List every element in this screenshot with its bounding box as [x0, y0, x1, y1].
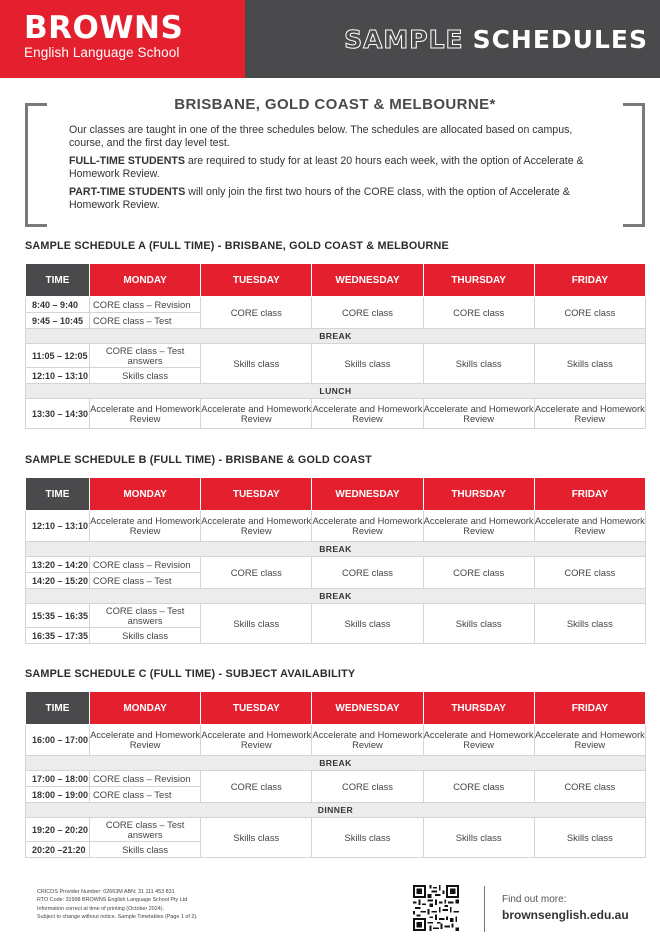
class-cell: CORE class: [423, 297, 534, 329]
class-cell: CORE class – Test answers: [90, 818, 201, 842]
class-cell: Accelerate and Homework Review: [312, 399, 423, 429]
column-header-time: TIME: [26, 264, 90, 297]
class-cell: Skills class: [312, 818, 423, 858]
website-link[interactable]: brownsenglish.edu.au: [502, 908, 629, 922]
intro-paragraph: Our classes are taught in one of the three schedules below. The schedules are allocated based on campus, course, and the first day level test.: [69, 124, 573, 149]
time-cell: 13:20 – 14:20: [26, 557, 90, 573]
class-cell: Accelerate and Homework Review: [312, 725, 423, 756]
column-header-thursday: THURSDAY: [423, 264, 534, 297]
class-cell: CORE class: [312, 771, 423, 803]
class-cell: CORE class – Revision: [90, 297, 201, 313]
table-row: [26, 771, 646, 787]
break-label: BREAK: [26, 329, 646, 344]
class-cell: Accelerate and Homework Review: [534, 511, 645, 542]
column-header-monday: MONDAY: [90, 692, 201, 725]
class-cell: Accelerate and Homework Review: [423, 725, 534, 756]
table-row: [26, 725, 646, 756]
part-time-text: will only join the first two hours of the CORE class, with the option of Accelerate & Homework Review.: [69, 186, 570, 211]
intro-full-time: [69, 155, 609, 181]
class-cell: Accelerate and Homework Review: [90, 399, 201, 429]
class-cell: CORE class – Revision: [90, 771, 201, 787]
column-header-tuesday: TUESDAY: [201, 264, 312, 297]
class-cell: Accelerate and Homework Review: [423, 511, 534, 542]
logo-subtitle: English Language School: [24, 45, 180, 60]
time-cell: 16:00 – 17:00: [26, 725, 90, 756]
dinner-row: [26, 803, 646, 818]
class-cell: Accelerate and Homework Review: [423, 399, 534, 429]
header-title-bar: [245, 0, 660, 78]
column-header-wednesday: WEDNESDAY: [312, 692, 423, 725]
column-header-time: TIME: [26, 692, 90, 725]
column-header-tuesday: TUESDAY: [201, 478, 312, 511]
class-cell: Accelerate and Homework Review: [201, 399, 312, 429]
time-cell: 17:00 – 18:00: [26, 771, 90, 787]
time-cell: 20:20 –21:20: [26, 842, 90, 858]
table-row: [26, 399, 646, 429]
class-cell: Skills class: [90, 628, 201, 644]
full-time-label: FULL-TIME STUDENTS: [69, 155, 185, 167]
class-cell: CORE class – Test answers: [90, 604, 201, 628]
class-cell: Skills class: [312, 604, 423, 644]
class-cell: CORE class – Test: [90, 787, 201, 803]
class-cell: CORE class: [201, 771, 312, 803]
class-cell: Accelerate and Homework Review: [90, 725, 201, 756]
lunch-row: [26, 384, 646, 399]
class-cell: CORE class: [312, 557, 423, 589]
intro-text: [69, 124, 609, 217]
class-cell: Accelerate and Homework Review: [201, 725, 312, 756]
class-cell: Accelerate and Homework Review: [201, 511, 312, 542]
full-time-text: are required to study for at least 20 hours each week, with the option of Accelerate & Homework Review.: [69, 155, 584, 180]
class-cell: CORE class: [423, 771, 534, 803]
class-cell: CORE class: [534, 557, 645, 589]
time-cell: 18:00 – 19:00: [26, 787, 90, 803]
class-cell: Skills class: [534, 604, 645, 644]
schedule-c-title: SAMPLE SCHEDULE C (FULL TIME) - SUBJECT AVAILABILITY: [25, 668, 356, 680]
table-header-row: [26, 264, 646, 297]
schedule-b-table: [25, 477, 646, 644]
class-cell: CORE class: [534, 297, 645, 329]
browns-logo: [0, 0, 245, 78]
time-cell: 15:35 – 16:35: [26, 604, 90, 628]
table-row: [26, 818, 646, 842]
class-cell: Accelerate and Homework Review: [534, 725, 645, 756]
intro-part-time: [69, 186, 609, 212]
qr-code-icon[interactable]: [413, 885, 459, 931]
right-bracket: [623, 103, 645, 227]
column-header-monday: MONDAY: [90, 264, 201, 297]
class-cell: CORE class: [201, 557, 312, 589]
class-cell: Skills class: [423, 344, 534, 384]
break-row: [26, 329, 646, 344]
class-cell: CORE class: [534, 771, 645, 803]
table-row: [26, 297, 646, 313]
class-cell: Skills class: [201, 818, 312, 858]
class-cell: Skills class: [201, 604, 312, 644]
column-header-wednesday: WEDNESDAY: [312, 478, 423, 511]
table-row: [26, 511, 646, 542]
time-cell: 16:35 – 17:35: [26, 628, 90, 644]
break-label: BREAK: [26, 756, 646, 771]
class-cell: Accelerate and Homework Review: [312, 511, 423, 542]
table-header-row: [26, 478, 646, 511]
break-label: BREAK: [26, 542, 646, 557]
time-cell: 8:40 – 9:40: [26, 297, 90, 313]
column-header-thursday: THURSDAY: [423, 692, 534, 725]
column-header-wednesday: WEDNESDAY: [312, 264, 423, 297]
class-cell: Skills class: [201, 344, 312, 384]
column-header-time: TIME: [26, 478, 90, 511]
break-label: BREAK: [26, 589, 646, 604]
column-header-friday: FRIDAY: [534, 478, 645, 511]
schedule-a-title: SAMPLE SCHEDULE A (FULL TIME) - BRISBANE, GOLD COAST & MELBOURNE: [25, 240, 449, 252]
break-row: [26, 756, 646, 771]
break-row: [26, 542, 646, 557]
class-cell: Accelerate and Homework Review: [534, 399, 645, 429]
time-cell: 13:30 – 14:30: [26, 399, 90, 429]
table-row: [26, 604, 646, 628]
time-cell: 19:20 – 20:20: [26, 818, 90, 842]
class-cell: Skills class: [90, 842, 201, 858]
schedule-c-table: [25, 691, 646, 858]
footer-legal: [37, 888, 198, 921]
column-header-tuesday: TUESDAY: [201, 692, 312, 725]
intro-title: BRISBANE, GOLD COAST & MELBOURNE*: [174, 96, 496, 113]
time-cell: 12:10 – 13:10: [26, 511, 90, 542]
schedule-b-title: SAMPLE SCHEDULE B (FULL TIME) - BRISBANE & GOLD COAST: [25, 454, 372, 466]
page-title: [344, 25, 648, 54]
class-cell: Skills class: [534, 818, 645, 858]
class-cell: CORE class – Test: [90, 313, 201, 329]
footer-line: Subject to change without notice. Sample Timetables (Page 1 of 2).: [37, 913, 198, 920]
time-cell: 11:05 – 12:05: [26, 344, 90, 368]
time-cell: 9:45 – 10:45: [26, 313, 90, 329]
break-row: [26, 589, 646, 604]
class-cell: Skills class: [312, 344, 423, 384]
table-row: [26, 557, 646, 573]
table-row: [26, 344, 646, 368]
time-cell: 12:10 – 13:10: [26, 368, 90, 384]
table-header-row: [26, 692, 646, 725]
footer-line: RTO Code: 31998 BROWNS English Language School Pty Ltd: [37, 897, 188, 904]
column-header-friday: FRIDAY: [534, 692, 645, 725]
footer-divider: [484, 886, 485, 932]
class-cell: CORE class: [201, 297, 312, 329]
find-out-more-label: Find out more:: [502, 894, 567, 905]
class-cell: CORE class – Test: [90, 573, 201, 589]
class-cell: CORE class – Test answers: [90, 344, 201, 368]
class-cell: Skills class: [423, 604, 534, 644]
left-bracket: [25, 103, 47, 227]
column-header-friday: FRIDAY: [534, 264, 645, 297]
time-cell: 14:20 – 15:20: [26, 573, 90, 589]
schedule-a-table: [25, 263, 646, 429]
class-cell: Accelerate and Homework Review: [90, 511, 201, 542]
class-cell: Skills class: [423, 818, 534, 858]
class-cell: CORE class: [423, 557, 534, 589]
page-title-schedules: SCHEDULES: [472, 24, 648, 54]
class-cell: Skills class: [90, 368, 201, 384]
lunch-label: LUNCH: [26, 384, 646, 399]
footer-line: CRICOS Provider Number: 02663M ABN: 31 111 453 831: [37, 889, 175, 895]
class-cell: CORE class: [312, 297, 423, 329]
class-cell: Skills class: [534, 344, 645, 384]
logo-wordmark: BROWNS: [24, 10, 184, 46]
intro-box: [25, 96, 645, 230]
footer-line: Information correct at time of printing (October 2024).: [37, 905, 165, 912]
part-time-label: PART-TIME STUDENTS: [69, 186, 186, 198]
class-cell: CORE class – Revision: [90, 557, 201, 573]
column-header-thursday: THURSDAY: [423, 478, 534, 511]
dinner-label: DINNER: [26, 803, 646, 818]
column-header-monday: MONDAY: [90, 478, 201, 511]
page-header: [0, 0, 660, 78]
page-title-sample: SAMPLE: [344, 24, 464, 54]
